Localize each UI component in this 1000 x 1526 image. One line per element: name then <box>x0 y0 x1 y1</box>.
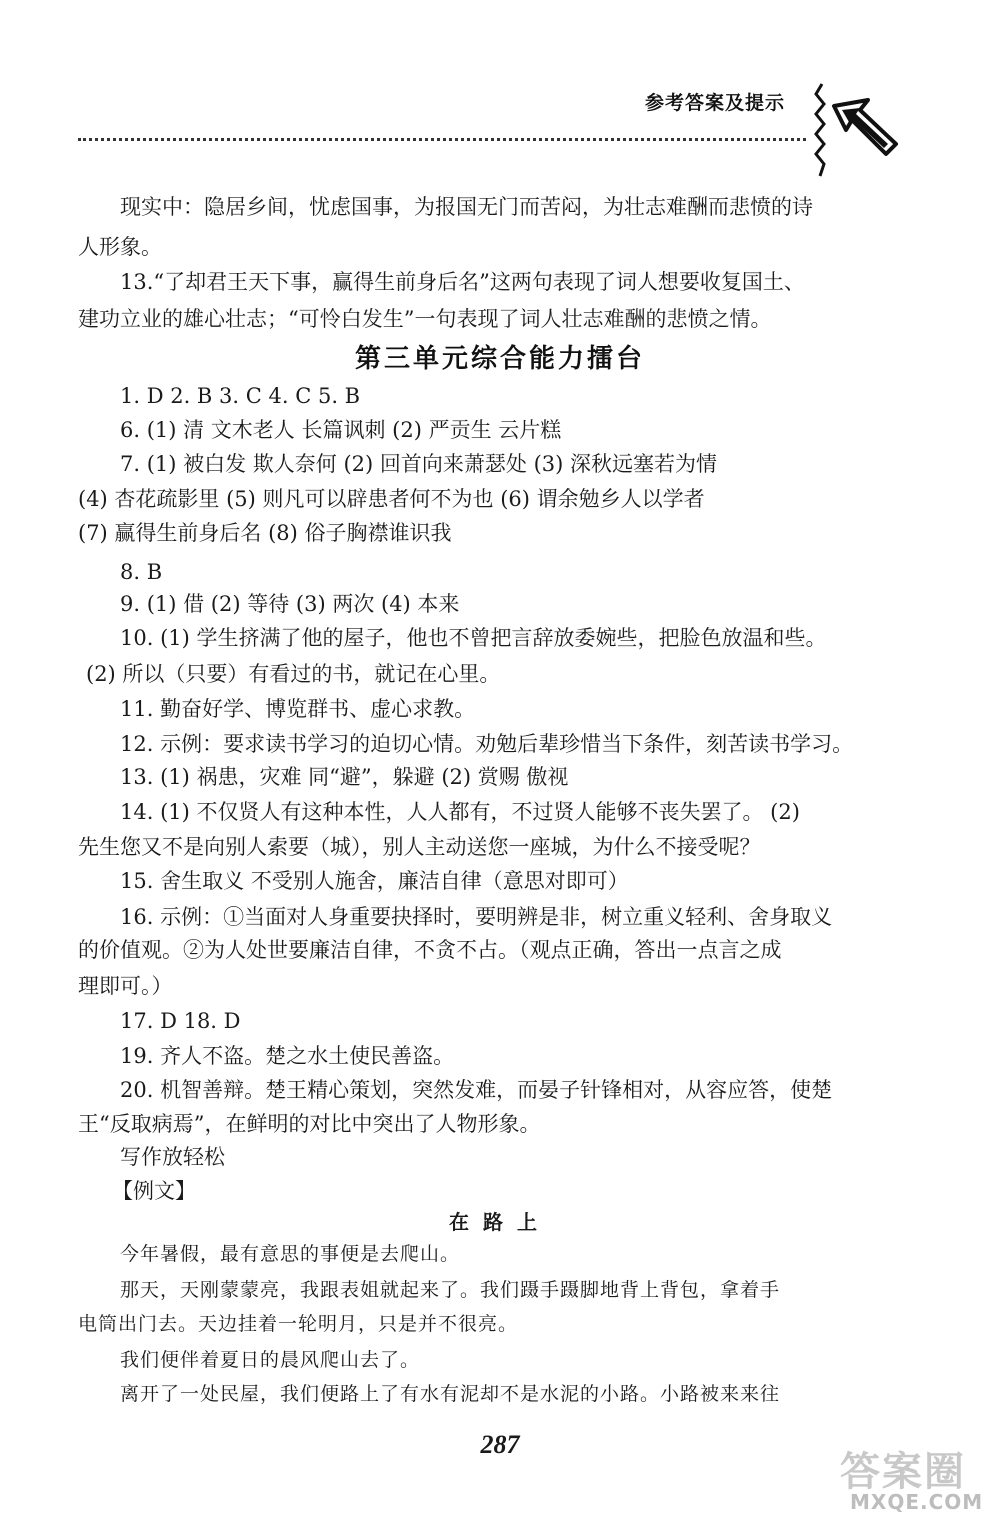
answer-line: 9. (1) 借 (2) 等待 (3) 两次 (4) 本来 <box>120 592 460 616</box>
section-heading: 第三单元综合能力擂台 <box>354 344 645 374</box>
answer-line: 的价值观。②为人处世要廉洁自律，不贪不占。（观点正确，答出一点言之成 <box>78 938 782 962</box>
answer-line: 先生您又不是向别人索要（城），别人主动送您一座城，为什么不接受呢？ <box>78 835 761 859</box>
answer-line: 王“反取病焉”，在鲜明的对比中突出了人物形象。 <box>78 1112 541 1136</box>
watermark-logo-text: 答案圈 <box>840 1449 966 1495</box>
answer-line: (2) 所以（只要）有看过的书，就记在心里。 <box>86 662 501 686</box>
header-dotted-divider <box>78 138 806 141</box>
answer-line: 8. B <box>120 560 163 584</box>
essay-title: 在路上 <box>449 1210 551 1234</box>
answer-line: 1. D 2. B 3. C 4. C 5. B <box>120 384 361 408</box>
essay-line: 离开了一处民屋，我们便路上了有水有泥却不是水泥的小路。小路被来来往 <box>120 1383 781 1405</box>
essay-line: 我们便伴着夏日的晨风爬山去了。 <box>120 1349 421 1371</box>
essay-line: 今年暑假，最有意思的事便是去爬山。 <box>120 1243 461 1265</box>
watermark-site: MXQE.COM <box>850 1490 984 1514</box>
answer-line: 14. (1) 不仅贤人有这种本性，人人都有，不过贤人能够不丧失罢了。 (2) <box>120 800 800 824</box>
page-number: 287 <box>480 1430 520 1459</box>
answer-line: 12. 示例：要求读书学习的迫切心情。劝勉后辈珍惜当下条件，刻苦读书学习。 <box>120 732 854 756</box>
answer-line: (4) 杏花疏影里 (5) 则凡可以辟患者何不为也 (6) 谓余勉乡人以学者 <box>78 487 705 511</box>
answer-line: 10. (1) 学生挤满了他的屋子，他也不曾把言辞放委婉些，把脸色放温和些。 <box>120 626 827 650</box>
answer-line: 13. (1) 祸患，灾难 同“避”，躲避 (2) 赏赐 傲视 <box>120 765 569 789</box>
answer-line: 11. 勤奋好学、博览群书、虚心求教。 <box>120 697 476 721</box>
answer-line: 20. 机智善辩。楚王精心策划，突然发难，而晏子针锋相对，从容应答，使楚 <box>120 1078 833 1102</box>
answer-line: 19. 齐人不盗。楚之水土使民善盗。 <box>120 1044 455 1068</box>
answer-line: 理即可。） <box>78 974 173 998</box>
answer-line: 16. 示例：①当面对人身重要抉择时，要明辨是非，树立重义轻利、舍身取义 <box>120 905 833 929</box>
answer-line: 6. (1) 清 文木老人 长篇讽刺 (2) 严贡生 云片糕 <box>120 418 562 442</box>
text-line: 13.“了却君王天下事，赢得生前身后名”这两句表现了词人想要收复国土、 <box>120 270 805 294</box>
answer-line: 7. (1) 被白发 欺人奈何 (2) 回首向来萧瑟处 (3) 深秋远塞若为情 <box>120 452 718 476</box>
answer-line: 17. D 18. D <box>120 1009 241 1033</box>
watermark <box>840 1440 984 1514</box>
answer-line: 写作放轻松 <box>120 1145 225 1169</box>
text-line: 现实中：隐居乡间，忧虑国事，为报国无门而苦闷，为壮志难酬而悲愤的诗 <box>120 195 813 219</box>
text-line: 建功立业的雄心壮志；“可怜白发生”一句表现了词人壮志难酬的悲愤之情。 <box>78 307 772 331</box>
header-title: 参考答案及提示 <box>645 92 786 114</box>
answer-line: 15. 舍生取义 不受别人施舍，廉洁自律（意思对即可） <box>120 869 629 893</box>
essay-line: 那天，天刚蒙蒙亮，我跟表姐就起来了。我们蹑手蹑脚地背上背包，拿着手 <box>120 1279 781 1301</box>
essay-line: 电筒出门去。天边挂着一轮明月，只是并不很亮。 <box>78 1313 519 1335</box>
text-line: 人形象。 <box>78 235 162 259</box>
arrow-icon <box>812 80 902 180</box>
answer-line: (7) 赢得生前身后名 (8) 俗子胸襟谁识我 <box>78 521 452 545</box>
answer-line: 【例文】 <box>112 1179 196 1203</box>
